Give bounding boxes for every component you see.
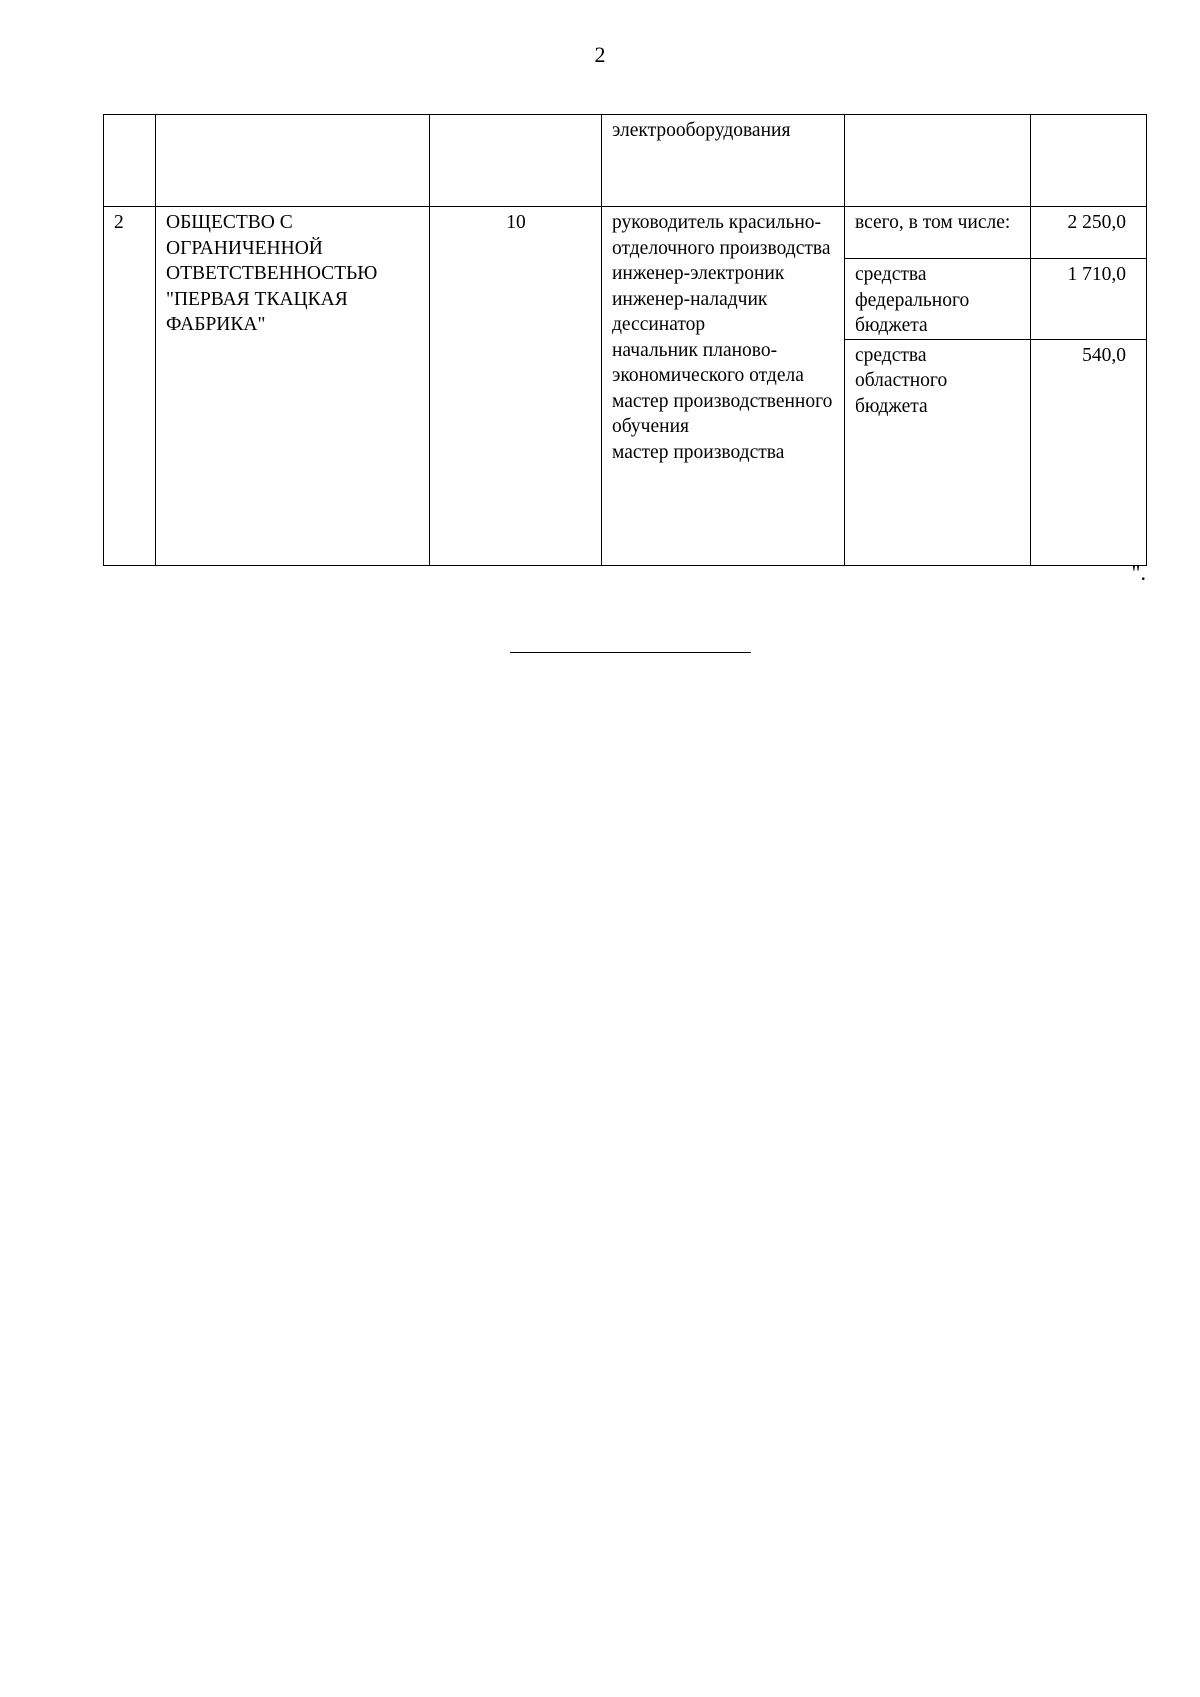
funding-label-regional: средства областного бюджета — [845, 339, 1031, 565]
position-item: инженер-наладчик — [612, 288, 768, 310]
cell-amount-empty — [1031, 115, 1147, 207]
closing-quote: ". — [1131, 560, 1146, 585]
funding-amount-total: 2 250,0 — [1031, 207, 1147, 259]
position-item: мастер производственного обучения — [612, 390, 833, 437]
row-number: 2 — [104, 207, 156, 566]
end-divider-line — [510, 652, 751, 653]
positions-list — [602, 207, 845, 566]
page-number: 2 — [594, 42, 606, 67]
cell-position-continuation: электрооборудования — [602, 115, 845, 207]
position-item: дессинатор — [612, 314, 706, 335]
employee-count: 10 — [430, 207, 602, 566]
funding-label-total: всего, в том числе: — [845, 207, 1031, 259]
cell-count-empty — [430, 115, 602, 207]
cell-funding-empty — [845, 115, 1031, 207]
continuation-row — [104, 115, 1147, 207]
funding-label-federal: средства федерального бюджета — [845, 259, 1031, 340]
position-item: мастер производства — [612, 441, 785, 463]
position-item: начальник планово-экономического отдела — [612, 339, 804, 386]
position-item: руководитель красильно-отделочного производства — [612, 212, 831, 259]
table-row — [104, 207, 1147, 259]
organization-name: ОБЩЕСТВО С ОГРАНИЧЕННОЙ ОТВЕТСТВЕННОСТЬЮ "ПЕРВАЯ ТКАЦКАЯ ФАБРИКА" — [156, 207, 430, 566]
cell-organization-empty — [156, 115, 430, 207]
cell-number-empty — [104, 115, 156, 207]
funding-amount-federal: 1 710,0 — [1031, 259, 1147, 340]
funding-amount-regional: 540,0 — [1031, 339, 1147, 565]
position-item: инженер-электроник — [612, 263, 785, 284]
allocation-table — [103, 114, 1147, 566]
